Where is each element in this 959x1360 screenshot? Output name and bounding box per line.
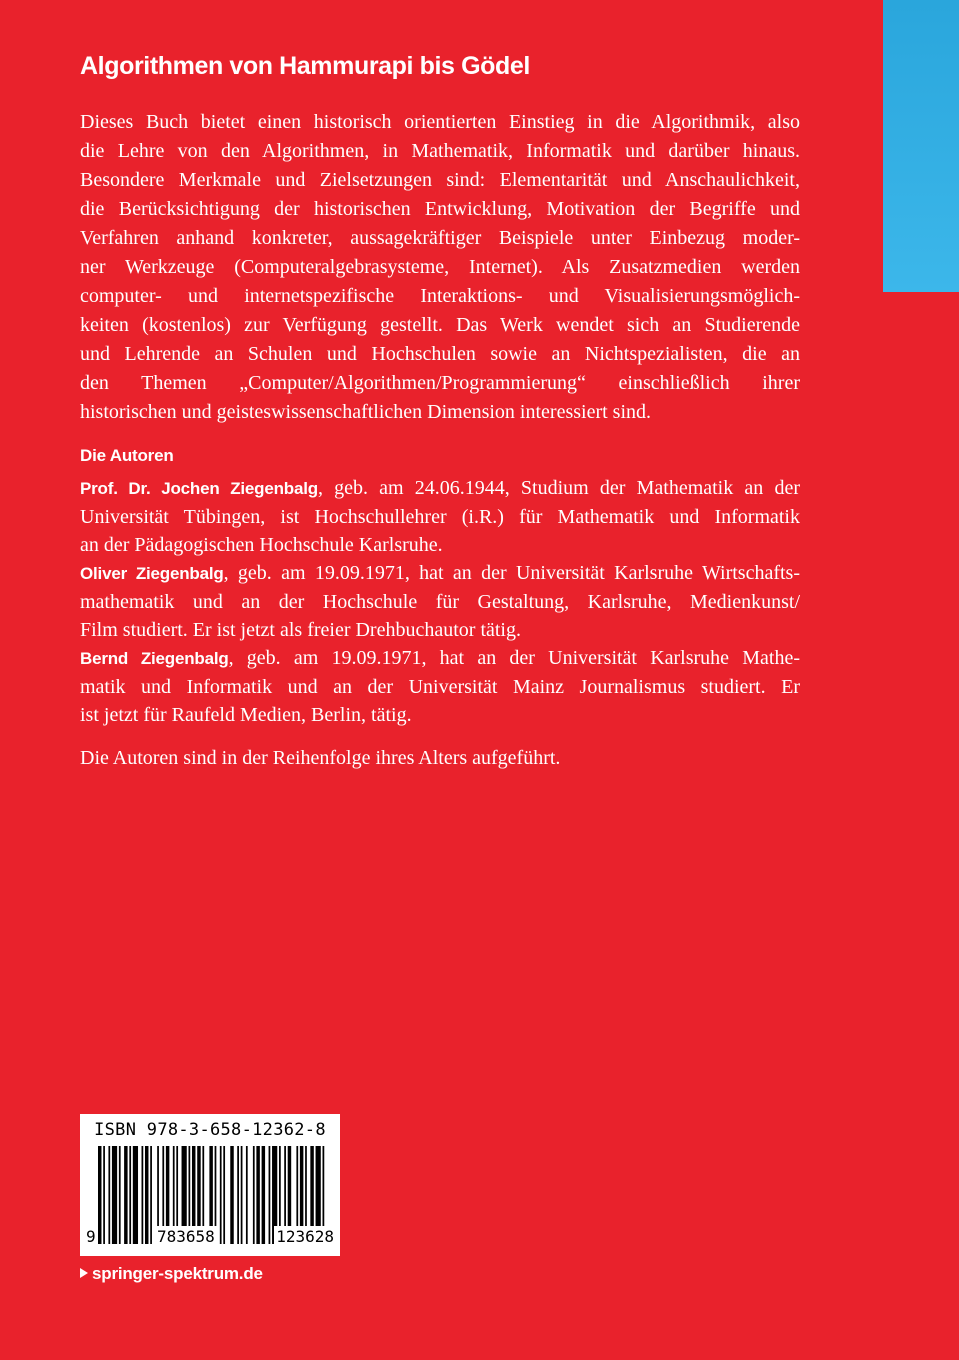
blurb-line: historischen und geisteswissenschaftlichen Dimension interessiert sind. — [80, 401, 652, 423]
isbn-barcode — [80, 1114, 340, 1256]
publisher-website[interactable] — [80, 1262, 263, 1286]
isbn-label: ISBN 978-3-658-12362-8 — [94, 1120, 326, 1140]
author-line: matik und Informatik und an der Universität Mainz Journalismus studiert. Er — [80, 676, 800, 698]
author-entry — [80, 474, 800, 559]
author-entry — [80, 559, 800, 644]
barcode-digits-left: 783658 — [157, 1227, 215, 1246]
barcode-digit-first: 9 — [86, 1227, 96, 1246]
blurb-line: computer- und internetspezifische Interaktions- und Visualisierungsmöglich- — [80, 285, 800, 307]
author-entry — [80, 644, 800, 729]
barcode-digits-right: 123628 — [276, 1227, 334, 1246]
author-line: Film studiert. Er ist jetzt als freier Drehbuchautor tätig. — [80, 619, 521, 641]
author-first-line — [80, 474, 800, 503]
author-text: , geb. am 24.06.1944, Studium der Mathematik an der — [317, 477, 800, 499]
author-line: mathematik und an der Hochschule für Gestaltung, Karlsruhe, Medienkunst/ — [80, 591, 800, 613]
blurb-line: die Berücksichtigung der historischen Entwicklung, Motivation der Begriffe und — [80, 198, 800, 220]
authors-heading: Die Autoren — [80, 446, 174, 465]
author-name: Oliver Ziegenbalg — [80, 564, 224, 583]
blurb-line: Besondere Merkmale und Zielsetzungen sind: Elementarität und Anschaulichkeit, — [80, 169, 800, 191]
authors-order-note: Die Autoren sind in der Reihenfolge ihres Alters aufgeführt. — [80, 747, 561, 769]
blurb-line: den Themen „Computer/Algorithmen/Programmierung“ einschließlich ihrer — [80, 372, 800, 394]
blurb-line: und Lehrende an Schulen und Hochschulen sowie an Nichtspezialisten, die an — [80, 343, 800, 365]
author-text: , geb. am 19.09.1971, hat an der Universität Karlsruhe Wirtschafts- — [223, 562, 801, 584]
author-first-line — [80, 559, 800, 588]
author-line: Universität Tübingen, ist Hochschullehrer (i.R.) für Mathematik und Informatik — [80, 506, 800, 528]
author-name: Prof. Dr. Jochen Ziegenbalg — [80, 479, 318, 498]
website-label: springer-spektrum.de — [92, 1264, 263, 1283]
arrow-right-icon — [80, 1268, 88, 1278]
book-title: Algorithmen von Hammurapi bis Gödel — [80, 52, 530, 80]
book-blurb — [80, 108, 800, 427]
blurb-line: die Lehre von den Algorithmen, in Mathematik, Informatik und darüber hinaus. — [80, 140, 800, 162]
author-line: ist jetzt für Raufeld Medien, Berlin, tätig. — [80, 704, 412, 726]
blurb-line: keiten (kostenlos) zur Verfügung gestellt. Das Werk wendet sich an Studierende — [80, 314, 800, 336]
authors-list — [80, 474, 800, 729]
blurb-line: Verfahren anhand konkreter, aussagekräftiger Beispiele unter Einbezug moder- — [80, 227, 800, 249]
author-first-line — [80, 644, 800, 673]
barcode-digits — [84, 1226, 336, 1248]
blurb-line: ner Werkzeuge (Computeralgebrasysteme, Internet). Als Zusatzmedien werden — [80, 256, 800, 278]
author-text: , geb. am 19.09.1971, hat an der Universität Karlsruhe Mathe- — [228, 647, 801, 669]
blurb-line: Dieses Buch bietet einen historisch orientierten Einstieg in die Algorithmik, also — [80, 111, 800, 133]
author-name: Bernd Ziegenbalg — [80, 649, 229, 668]
author-line: an der Pädagogischen Hochschule Karlsruhe. — [80, 534, 443, 556]
blue-accent-strip — [883, 0, 959, 292]
